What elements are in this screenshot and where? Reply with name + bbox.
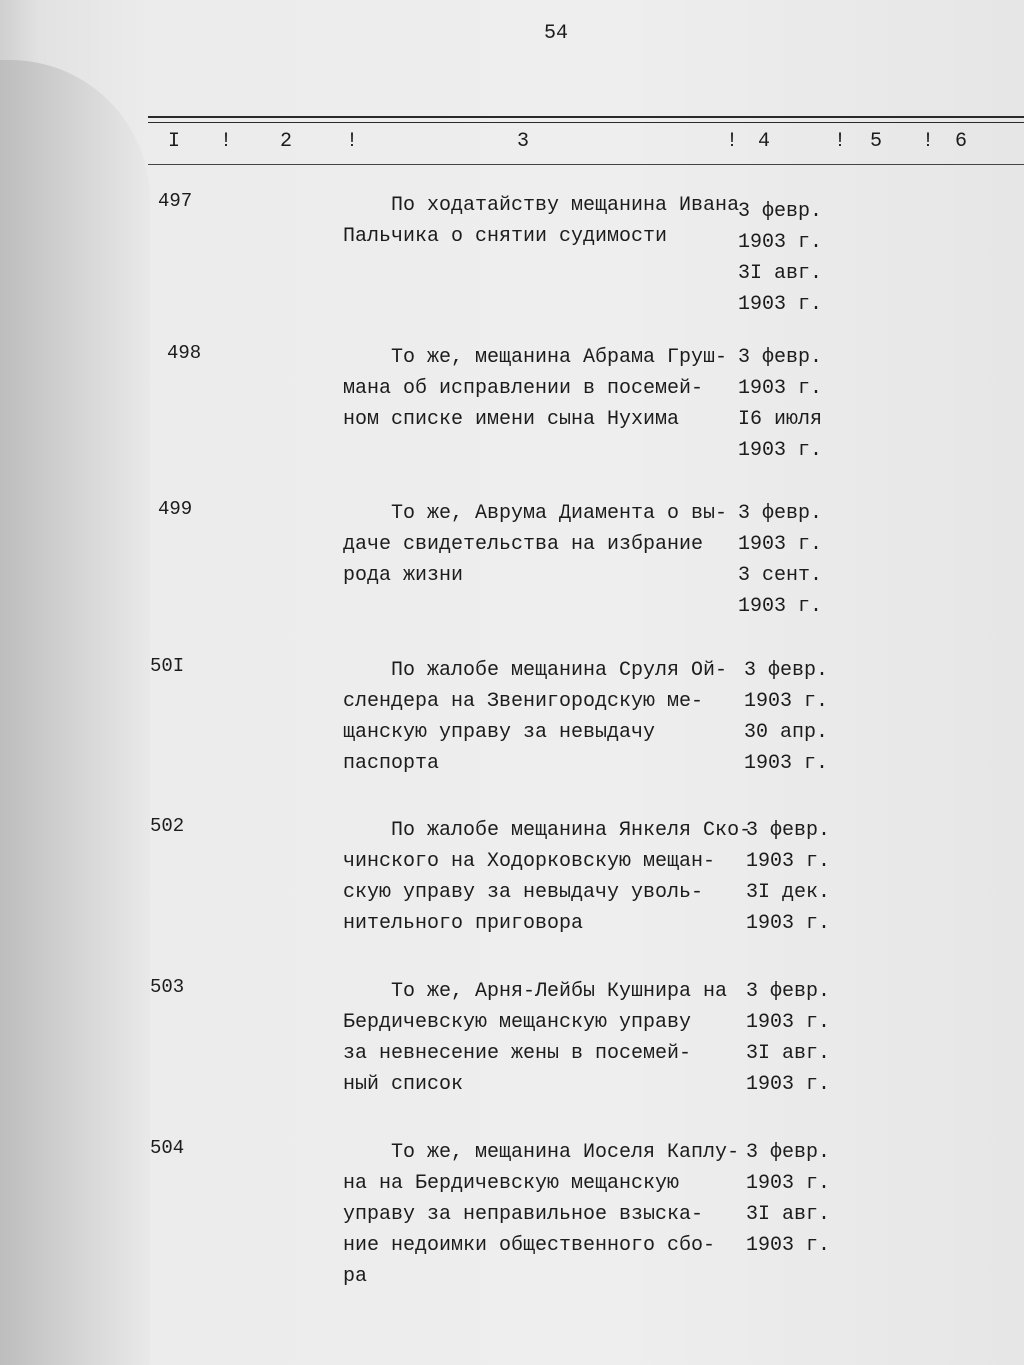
date-line: 1903 г. (746, 1234, 831, 1257)
description-line: нительного приговора (343, 912, 584, 935)
record-description (343, 655, 733, 779)
column-header-5: 5 (870, 130, 883, 153)
date-line: 1903 г. (746, 1073, 831, 1096)
record-dates (738, 342, 848, 466)
column-separator: ! (922, 130, 935, 153)
column-separator: ! (834, 130, 847, 153)
record-dates (738, 498, 848, 622)
date-line: 1903 г. (738, 293, 823, 316)
date-line: 3 февр. (746, 1141, 831, 1164)
date-line: 1903 г. (746, 1011, 831, 1034)
description-line: паспорта (343, 752, 440, 775)
date-line: 3 февр. (746, 980, 831, 1003)
date-line: 3 сент. (738, 564, 823, 587)
column-header-6: 6 (955, 130, 968, 153)
description-line: скую управу за невыдачу уволь- (343, 881, 704, 904)
description-line: щанскую управу за невыдачу (343, 721, 656, 744)
page-number: 54 (544, 22, 569, 45)
description-line: на на Бердичевскую мещанскую (343, 1172, 680, 1195)
record-number: 502 (150, 815, 185, 837)
record-description (343, 190, 740, 252)
date-line: 1903 г. (746, 1172, 831, 1195)
date-line: 3I авг. (746, 1042, 831, 1065)
facing-page-edge (0, 60, 150, 1365)
description-line: ние недоимки общественного сбо- (343, 1234, 716, 1257)
date-line: 1903 г. (738, 231, 823, 254)
description-line: за невнесение жены в посемей- (343, 1042, 692, 1065)
record-number: 50I (150, 655, 185, 677)
record-description (343, 815, 752, 939)
date-line: 1903 г. (738, 595, 823, 618)
description-line: слендера на Звенигородскую ме- (343, 690, 704, 713)
description-line: ном списке имени сына Нухима (343, 408, 680, 431)
date-line: 1903 г. (744, 752, 829, 775)
description-line: управу за неправильное взыска- (343, 1203, 704, 1226)
description-line: По жалобе мещанина Янкеля Ско- (343, 819, 752, 842)
header-rule-second (148, 122, 1024, 123)
description-line: Пальчика о снятии судимости (343, 225, 668, 248)
description-line: Бердичевскую мещанскую управу (343, 1011, 692, 1034)
date-line: 3 февр. (738, 502, 823, 525)
record-number: 504 (150, 1137, 185, 1159)
date-line: 1903 г. (738, 533, 823, 556)
date-line: 3 февр. (744, 659, 829, 682)
date-line: 1903 г. (744, 690, 829, 713)
column-header-4: 4 (758, 130, 771, 153)
column-separator: ! (346, 130, 359, 153)
record-description (343, 1137, 740, 1292)
date-line: 3I дек. (746, 881, 831, 904)
description-line: То же, мещанина Абрама Груш- (343, 346, 728, 369)
record-description (343, 976, 733, 1100)
record-number: 499 (158, 498, 193, 520)
record-dates (746, 815, 856, 939)
date-line: 30 апр. (744, 721, 829, 744)
record-dates (746, 1137, 856, 1261)
description-line: ный список (343, 1073, 464, 1096)
description-line: ра (343, 1265, 368, 1288)
date-line: 1903 г. (738, 439, 823, 462)
date-line: 3 февр. (746, 819, 831, 842)
date-line: 3I авг. (738, 262, 823, 285)
record-dates (746, 976, 856, 1100)
record-number: 503 (150, 976, 185, 998)
description-line: чинского на Ходорковскую мещан- (343, 850, 716, 873)
date-line: I6 июля (738, 408, 823, 431)
record-description (343, 342, 733, 435)
description-line: То же, Аврума Диамента о вы- (343, 502, 728, 525)
record-number: 497 (158, 190, 193, 212)
record-description (343, 498, 733, 591)
date-line: 3 февр. (738, 200, 823, 223)
column-separator: ! (220, 130, 233, 153)
description-line: рода жизни (343, 564, 464, 587)
date-line: 1903 г. (738, 377, 823, 400)
description-line: То же, мещанина Иоселя Каплу- (343, 1141, 740, 1164)
record-dates (744, 655, 854, 779)
description-line: даче свидетельства на избрание (343, 533, 704, 556)
column-separator: ! (726, 130, 739, 153)
date-line: 3I авг. (746, 1203, 831, 1226)
column-header-1: I (168, 130, 181, 153)
column-header-2: 2 (280, 130, 293, 153)
date-line: 3 февр. (738, 346, 823, 369)
header-rule-bottom (148, 164, 1024, 165)
record-dates (738, 196, 848, 320)
description-line: По жалобе мещанина Сруля Ой- (343, 659, 728, 682)
description-line: мана об исправлении в посемей- (343, 377, 704, 400)
column-header-3: 3 (517, 130, 530, 153)
description-line: По ходатайству мещанина Ивана (343, 194, 740, 217)
date-line: 1903 г. (746, 850, 831, 873)
date-line: 1903 г. (746, 912, 831, 935)
description-line: То же, Арня-Лейбы Кушнира на (343, 980, 728, 1003)
header-rule-top (148, 116, 1024, 118)
record-number: 498 (167, 342, 202, 364)
